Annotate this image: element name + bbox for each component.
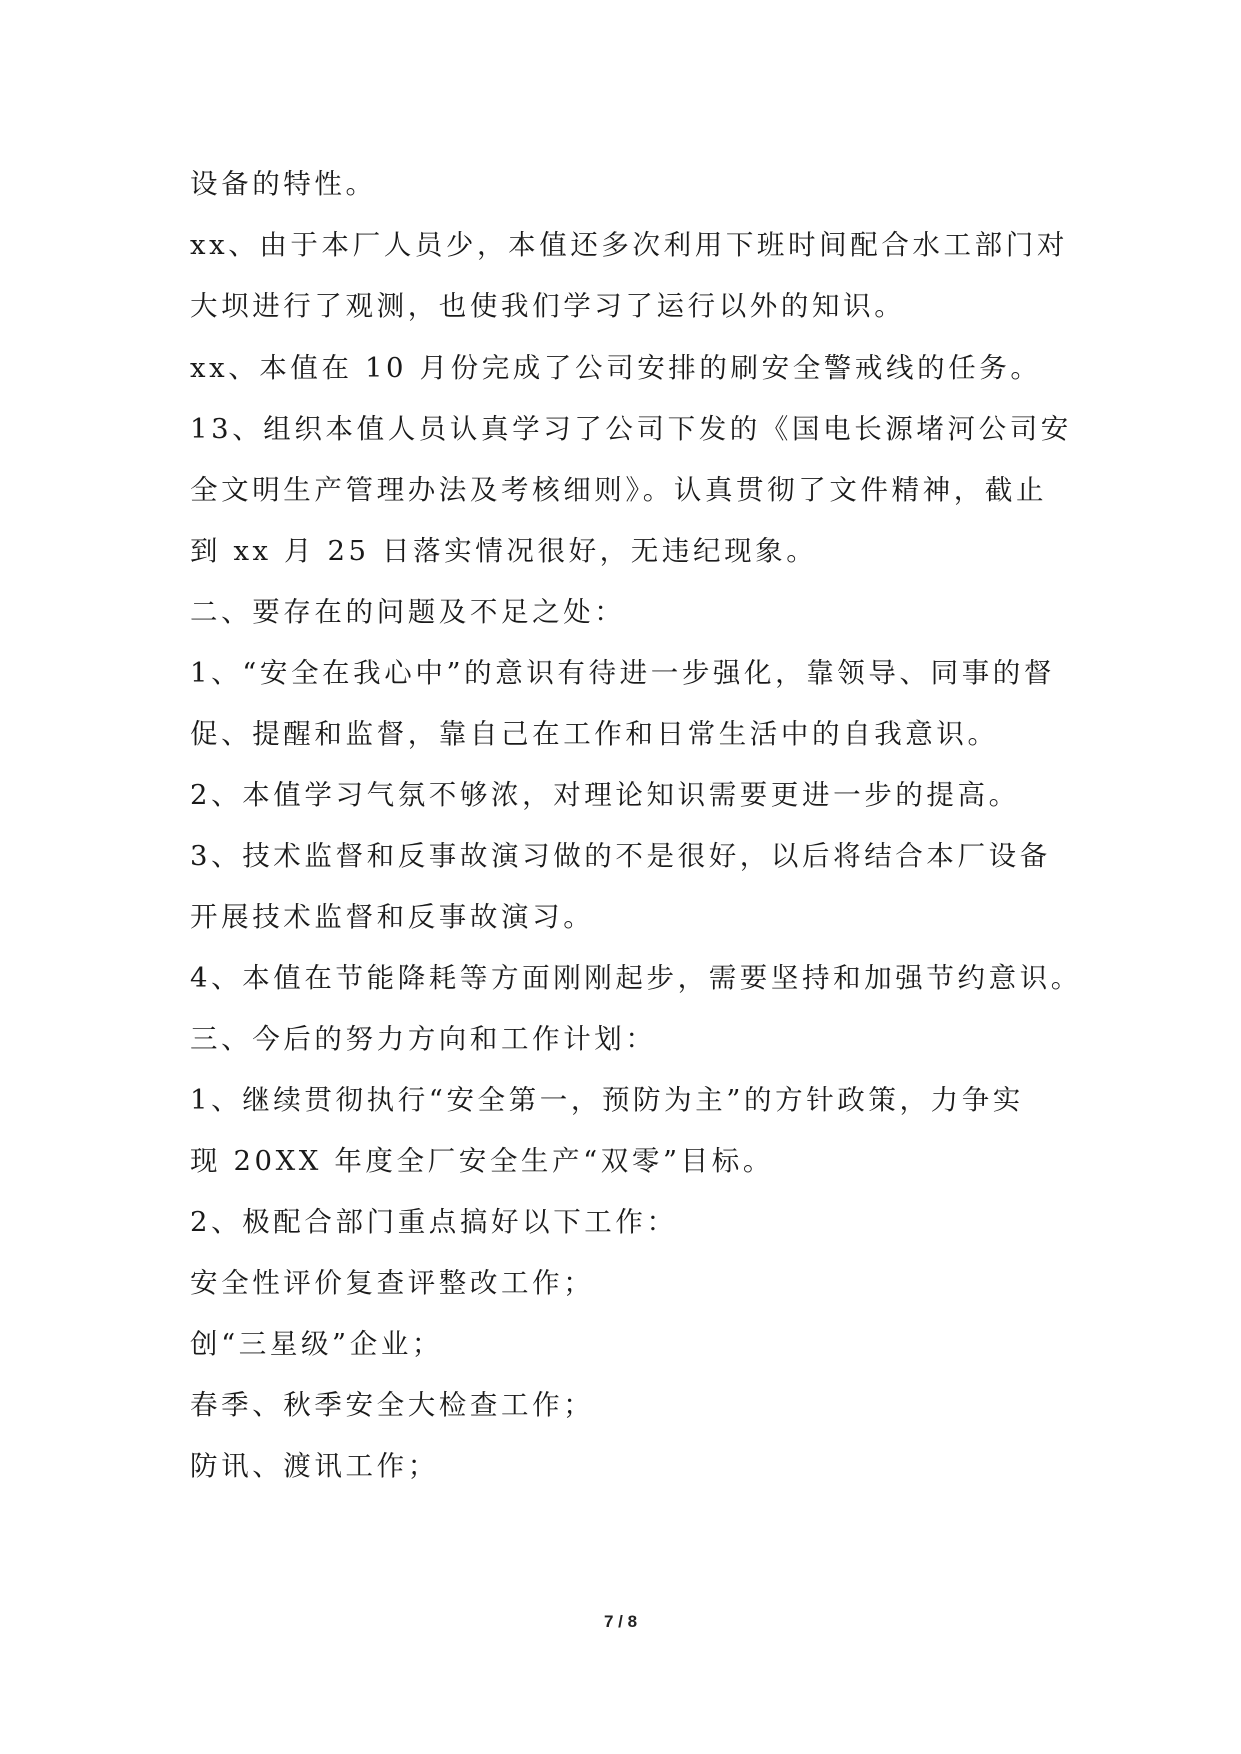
text-line: 全文明生产管理办法及考核细则》。认真贯彻了文件精神，截止 (190, 474, 1048, 506)
text-line: 春季、秋季安全大检查工作； (190, 1389, 595, 1421)
text-line: 2、本值学习气氛不够浓，对理论知识需要更进一步的提高。 (190, 779, 1020, 811)
text-line: 2、极配合部门重点搞好以下工作： (190, 1206, 678, 1238)
text-line: 13、组织本值人员认真学习了公司下发的《国电长源堵河公司安 (190, 413, 1072, 445)
text-line: 安全性评价复查评整改工作； (190, 1267, 595, 1299)
text-line: 到 xx 月 25 日落实情况很好，无违纪现象。 (190, 535, 818, 567)
section-heading: 三、今后的努力方向和工作计划： (190, 1023, 657, 1055)
text-line: xx、本值在 10 月份完成了公司安排的刷安全警戒线的任务。 (190, 352, 1042, 384)
text-line: 3、技术监督和反事故演习做的不是很好，以后将结合本厂设备 (190, 840, 1051, 872)
text-line: xx、由于本厂人员少，本值还多次利用下班时间配合水工部门对 (190, 229, 1068, 261)
text-line: 大坝进行了观测，也使我们学习了运行以外的知识。 (190, 290, 906, 322)
text-line: 现 20XX 年度全厂安全生产“双零”目标。 (190, 1145, 774, 1177)
text-line: 开展技术监督和反事故演习。 (190, 901, 595, 933)
text-line: 创“三星级”企业； (190, 1328, 444, 1360)
section-heading: 二、要存在的问题及不足之处： (190, 596, 626, 628)
text-line: 4、本值在节能降耗等方面刚刚起步，需要坚持和加强节约意识。 (190, 962, 1082, 994)
text-line: 促、提醒和监督，靠自己在工作和日常生活中的自我意识。 (190, 718, 999, 750)
text-line: 设备的特性。 (190, 168, 377, 200)
text-line: 防讯、渡讯工作； (190, 1450, 439, 1482)
text-line: 1、继续贯彻执行“安全第一，预防为主”的方针政策，力争实 (190, 1084, 1024, 1116)
text-line: 1、“安全在我心中”的意识有待进一步强化，靠领导、同事的督 (190, 657, 1056, 689)
page-number: 7 / 8 (603, 1612, 638, 1631)
